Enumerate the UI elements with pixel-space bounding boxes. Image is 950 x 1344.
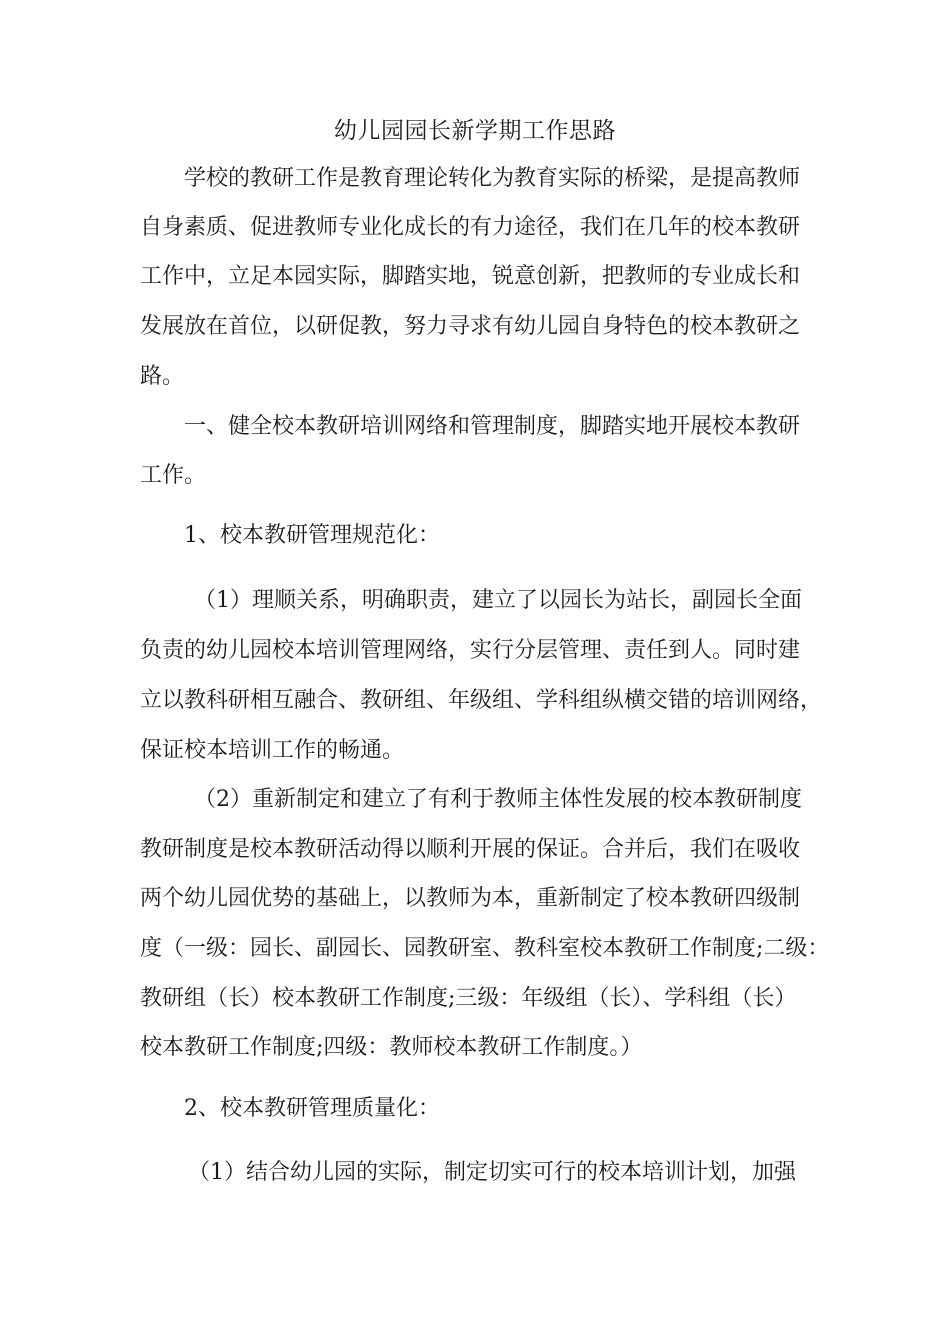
paragraph-line: （2）重新制定和建立了有利于教师主体性发展的校本教研制度 xyxy=(194,787,802,812)
paragraph-line: 负责的幼儿园校本培训管理网络，实行分层管理、责任到人。同时建 xyxy=(140,638,801,663)
paragraph-line: 工作中，立足本园实际，脚踏实地，锐意创新，把教师的专业成长和 xyxy=(140,264,801,289)
paragraph-line: 保证校本培训工作的畅通。 xyxy=(140,738,405,763)
paragraph-line: 发展放在首位，以研促教，努力寻求有幼儿园自身特色的校本教研之 xyxy=(140,314,801,339)
section-heading: 一、健全校本教研培训网络和管理制度，脚踏实地开展校本教研 xyxy=(184,414,801,439)
paragraph-line: （1）结合幼儿园的实际，制定切实可行的校本培训计划，加强 xyxy=(188,1160,796,1185)
paragraph-line: 两个幼儿园优势的基础上，以教师为本，重新制定了校本教研四级制 xyxy=(140,886,801,911)
paragraph-line: 校本教研工作制度;四级：教师校本教研工作制度。） xyxy=(140,1035,643,1060)
paragraph-line: （1）理顺关系，明确职责，建立了以园长为站长，副园长全面 xyxy=(194,588,802,613)
paragraph-line: 度（一级：园长、副园长、园教研室、教科室校本教研工作制度;二级： xyxy=(140,936,830,961)
subsection-heading: 1、校本教研管理规范化： xyxy=(184,523,440,548)
subsection-heading: 2、校本教研管理质量化： xyxy=(184,1096,440,1121)
paragraph-line: 立以教科研相互融合、教研组、年级组、学科组纵横交错的培训网络， xyxy=(140,688,823,713)
paragraph-line: 自身素质、促进教师专业化成长的有力途径，我们在几年的校本教研 xyxy=(140,215,801,240)
paragraph-line: 教研制度是校本教研活动得以顺利开展的保证。合并后，我们在吸收 xyxy=(140,837,801,862)
paragraph-line: 学校的教研工作是教育理论转化为教育实际的桥梁，是提高教师 xyxy=(184,166,801,191)
paragraph-line: 路。 xyxy=(140,364,185,389)
paragraph-line: 教研组（长）校本教研工作制度;三级：年级组（长）、学科组（长） xyxy=(140,986,797,1011)
document-title: 幼儿园园长新学期工作思路 xyxy=(334,118,616,144)
section-heading: 工作。 xyxy=(140,463,207,488)
